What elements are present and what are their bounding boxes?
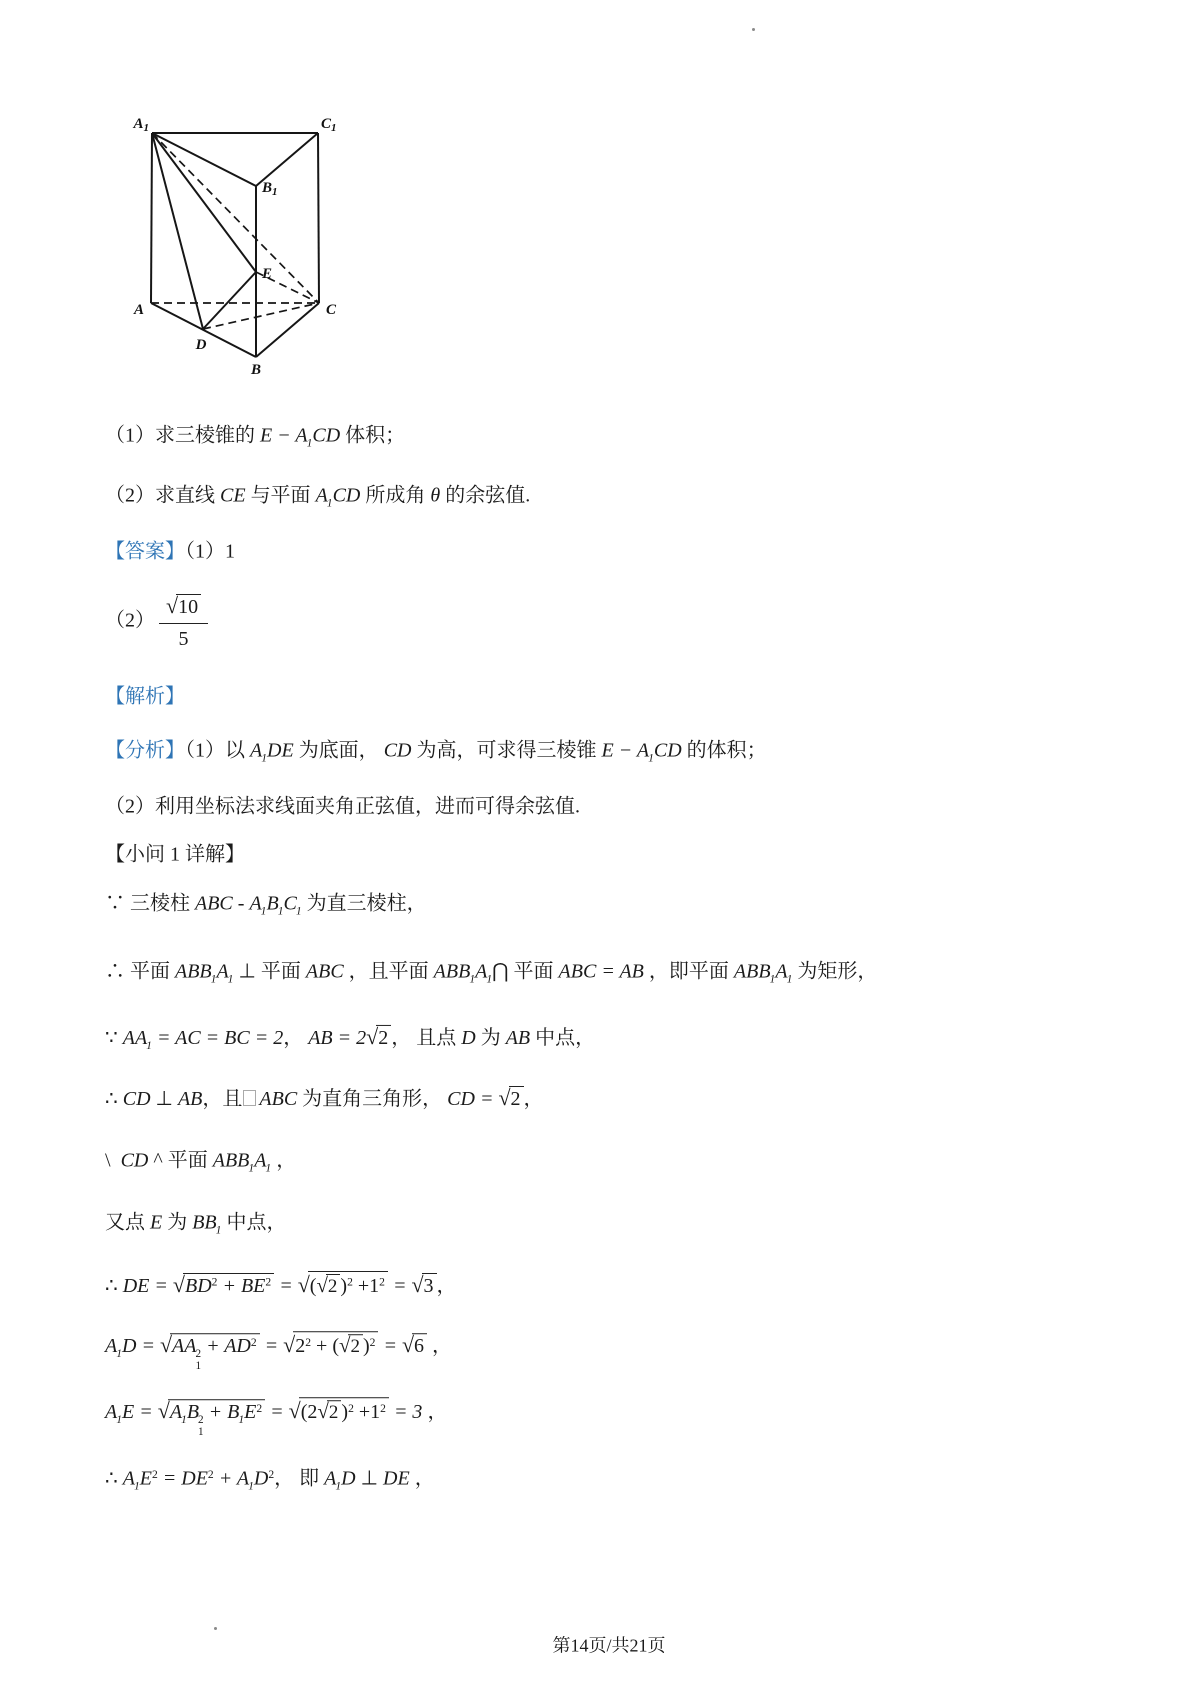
math-text: ABC = AB <box>558 960 644 983</box>
question-part2 <box>105 483 530 510</box>
step-conclusion <box>105 1466 435 1493</box>
text: 5 <box>178 628 189 650</box>
text: （2）利用坐标法求线面夹角正弦值，进而可得余弦值. <box>105 795 580 818</box>
text: 3 <box>423 1275 434 1297</box>
text: ∴ <box>105 1467 123 1490</box>
math-text: D <box>253 1467 269 1490</box>
text: 1 <box>181 1412 187 1426</box>
text: 1 <box>238 1412 245 1426</box>
text: （2）求直线 <box>105 484 215 507</box>
text: ∴ <box>105 1275 123 1297</box>
step-de <box>105 1271 457 1299</box>
step-a1d <box>105 1331 452 1373</box>
text: 1 <box>335 1479 342 1493</box>
sqrt-radical: √2 <box>316 1272 340 1299</box>
prism-figure-svg <box>115 92 355 384</box>
math-text: CD <box>122 1088 151 1110</box>
math-text: A <box>254 1149 267 1172</box>
math-text: E <box>244 1401 257 1424</box>
sqrt-radical: √(2√2 )$^2 +1^2$ <box>289 1397 389 1425</box>
text: 1 <box>215 1223 222 1237</box>
sqrt-radical: √10 <box>166 592 201 620</box>
math-text: CE <box>215 484 251 507</box>
math-text: ABC <box>195 892 233 915</box>
math-text: = <box>474 1088 499 1110</box>
text: 1 <box>210 972 217 986</box>
analysis-header <box>105 685 185 710</box>
math-text: AB <box>177 1088 203 1110</box>
text: 2 <box>151 1468 158 1482</box>
math-text: = <box>136 1335 160 1358</box>
text: ， 且点 <box>391 1026 457 1049</box>
text: 2 <box>268 1468 275 1482</box>
question-part1 <box>105 423 405 450</box>
step-given-prism <box>105 891 427 918</box>
text: 1 <box>260 904 267 918</box>
text: 2 <box>510 1088 521 1110</box>
sqrt-radical: √AA 2 1 + $AD^2$ <box>160 1331 260 1373</box>
math-text: = 2 <box>332 1026 367 1049</box>
sqrt-radical: √3 <box>411 1271 436 1299</box>
math-text: ABC <box>305 960 344 983</box>
edge-A1-B1 <box>152 133 256 186</box>
hidden-edge-D-C <box>203 303 319 329</box>
math-text: A <box>315 484 328 507</box>
math-text: AB <box>308 1026 333 1049</box>
math-text: = 3 <box>388 1401 423 1424</box>
text: 2 <box>350 1336 360 1358</box>
text: ( <box>309 1275 317 1297</box>
math-text: A <box>245 739 263 762</box>
text: 2 <box>380 1401 386 1415</box>
text: 1 <box>306 436 313 450</box>
math-text: C <box>283 892 297 915</box>
math-text: = <box>378 1335 402 1358</box>
math-text: θ <box>425 484 446 507</box>
text: ⋂ 平面 <box>492 960 559 983</box>
text: 与平面 <box>250 484 316 507</box>
math-text: = <box>149 1275 173 1297</box>
math-text: A <box>105 1335 118 1358</box>
text: ， <box>523 1088 544 1110</box>
text: 1 <box>248 1161 255 1175</box>
edge-A1-E <box>152 133 256 272</box>
text: ∵ 三棱柱 <box>105 892 195 915</box>
answer-part1 <box>105 540 235 565</box>
step-planes <box>105 959 877 986</box>
text: ∵ <box>105 1026 123 1049</box>
text: 1 <box>486 972 493 986</box>
vertex-label-C: C <box>326 302 337 318</box>
section-label: 【分析】 <box>105 739 185 762</box>
text: 2 <box>256 1401 263 1415</box>
text: 1 <box>116 1412 123 1426</box>
math-text: ABB <box>433 960 471 983</box>
math-text: = <box>134 1401 158 1424</box>
math-text: CD <box>332 484 361 507</box>
math-text: D <box>456 1026 481 1049</box>
text: （1）以 <box>185 739 245 762</box>
text: ) <box>341 1401 349 1424</box>
text: 所成角 <box>360 484 426 507</box>
math-text: AA <box>122 1026 148 1049</box>
subq1-header <box>105 843 245 868</box>
math-text: A <box>249 892 262 915</box>
text: 1 <box>326 496 333 510</box>
print-speck <box>752 28 755 31</box>
math-text: + A <box>213 1467 250 1490</box>
math-text: CD <box>312 424 341 447</box>
text: +1 <box>352 1275 380 1297</box>
text: ， <box>409 1467 435 1490</box>
edge-C1-C <box>318 133 319 303</box>
text: 2 <box>295 1335 306 1358</box>
step-cd-plane-garbled <box>105 1148 296 1175</box>
math-text: ABB <box>212 1149 250 1172</box>
text: ，且平面 <box>343 960 434 983</box>
step-point-e <box>105 1210 286 1237</box>
text: 1 <box>133 1479 140 1493</box>
sub-sup-stack: 2 1 <box>198 1414 204 1439</box>
vertex-label-B: B <box>250 362 262 378</box>
math-text: A <box>775 960 788 983</box>
text: 为 <box>167 1211 188 1234</box>
text: ，即平面 <box>643 960 734 983</box>
math-text: DE <box>122 1275 150 1297</box>
math-text: A <box>122 1467 135 1490</box>
sqrt-radical: $√A_1B$ 2 1 + $B_1E^2$ <box>158 1397 265 1439</box>
text: 2 <box>265 1275 272 1289</box>
text: 又点 <box>105 1211 145 1234</box>
text: 的体积； <box>681 739 767 762</box>
math-text: E <box>145 1211 168 1234</box>
math-text: DE <box>383 1467 410 1490</box>
edge-B1-C1 <box>256 133 318 186</box>
sqrt-radical: √2 <box>317 1398 341 1425</box>
math-text: + BE <box>217 1275 266 1297</box>
text: ⊥ <box>355 1467 384 1490</box>
text: \ <box>105 1149 121 1172</box>
math-text: A <box>319 1467 337 1490</box>
text: 1 <box>248 1479 254 1493</box>
math-text: B <box>266 892 279 915</box>
text: 1 <box>648 751 654 765</box>
math-text: BD <box>184 1275 212 1297</box>
math-text: E <box>139 1467 152 1490</box>
math-text: AA <box>172 1335 197 1358</box>
math-text: A <box>216 960 229 983</box>
math-text: ABC <box>259 1088 298 1110</box>
sqrt-radical: √6 <box>402 1331 427 1359</box>
text: 【小问 1 详解】 <box>105 843 245 866</box>
text: 2 <box>369 1335 376 1349</box>
text: 为矩形， <box>792 960 878 983</box>
math-text: = AC = BC = 2 <box>151 1026 284 1049</box>
text: 1 <box>277 904 284 918</box>
math-text: DE <box>267 739 294 762</box>
math-text: E − A <box>255 424 308 447</box>
sqrt-radical: $√2^2 + (√2$ )$^2$ <box>283 1331 378 1359</box>
text: （2） <box>105 609 155 632</box>
vertex-label-D: D <box>195 337 207 353</box>
text: ， <box>422 1401 448 1424</box>
text: ，且 <box>202 1088 243 1110</box>
text: 为底面， <box>293 739 384 762</box>
page-number-text: 第14页/共21页 <box>552 1634 666 1655</box>
edge-A1-D <box>152 133 203 329</box>
vertex-label-C1: $C_1$ <box>321 116 337 134</box>
text: 6 <box>414 1335 425 1358</box>
sqrt-radical: √2 <box>339 1332 363 1359</box>
text: (2 <box>300 1401 318 1424</box>
text: ∴ 平面 <box>105 960 175 983</box>
math-text: E <box>122 1401 135 1424</box>
vertex-label-E: E <box>262 266 273 282</box>
math-text: CD <box>447 1088 475 1110</box>
math-text: = DE <box>157 1467 208 1490</box>
text: 1 <box>769 972 776 986</box>
text: （1）求三棱锥的 <box>105 424 255 447</box>
vertex-label-A1: $A_1$ <box>133 116 149 134</box>
text: 为直角三角形， <box>297 1088 448 1110</box>
text: ∴ <box>105 1088 123 1110</box>
text: ) <box>340 1275 348 1297</box>
text: 为 <box>480 1026 501 1049</box>
math-text: ABB <box>733 960 771 983</box>
math-text: E − A <box>601 739 650 762</box>
text: 1 <box>116 1346 123 1360</box>
text: 2 <box>328 1402 339 1424</box>
math-text: ABB <box>175 960 212 983</box>
sqrt-radical: $√BD^2 + BE^2$ <box>173 1271 274 1299</box>
text: ⊥ <box>150 1088 178 1110</box>
prism-figure <box>115 92 355 384</box>
section-label: 【答案】 <box>105 540 185 563</box>
edge-D-E <box>203 272 256 329</box>
math-text: A <box>105 1401 118 1424</box>
text: 2 <box>305 1335 312 1349</box>
hidden-edge-A1-C <box>152 133 319 303</box>
missing-glyph-box <box>243 1090 256 1106</box>
answer-part2 <box>105 592 212 652</box>
text: 体积； <box>340 424 406 447</box>
text: 1 <box>261 751 268 765</box>
text: 2 <box>378 1026 389 1049</box>
text: 2 <box>207 1468 214 1482</box>
step-cd-perp <box>105 1084 544 1112</box>
text: 2 <box>379 1275 385 1289</box>
sub-sup-stack: 2 1 <box>195 1348 202 1373</box>
text: 2 <box>250 1335 257 1349</box>
math-text: B <box>186 1401 200 1424</box>
math-text: = <box>259 1335 284 1358</box>
text: 1 <box>265 1161 272 1175</box>
text: 中点， <box>535 1026 596 1049</box>
sqrt-radical: √(√2 )$^2 +1^2$ <box>298 1271 388 1299</box>
sqrt-radical: √2 <box>498 1084 523 1112</box>
text: 1 <box>469 972 476 986</box>
text: 的余弦值. <box>445 484 531 507</box>
math-text: CD <box>653 739 682 762</box>
step-a1e <box>105 1397 447 1439</box>
text: （1）1 <box>185 540 235 563</box>
math-text: D <box>341 1467 356 1490</box>
math-text: = <box>274 1275 298 1297</box>
fraction <box>159 592 208 652</box>
text: ^ 平面 <box>148 1149 213 1172</box>
math-text: = <box>265 1401 289 1424</box>
math-text: + B <box>203 1401 240 1424</box>
math-text: AB <box>500 1026 536 1049</box>
math-text: + AD <box>201 1335 251 1358</box>
print-speck <box>214 1627 217 1630</box>
math-text: = <box>387 1275 412 1297</box>
text: 2 <box>211 1275 218 1289</box>
text: 中点， <box>221 1211 287 1234</box>
vertex-label-B1: $B_1$ <box>262 180 278 198</box>
text: ， <box>436 1275 457 1297</box>
step-lengths <box>105 1023 595 1053</box>
section-label: 【解析】 <box>105 685 185 708</box>
text: ， <box>283 1026 309 1049</box>
text: 为直三棱柱， <box>301 892 427 915</box>
text: ⊥ 平面 <box>233 960 306 983</box>
text: ， 即 <box>274 1467 320 1490</box>
text: 10 <box>178 596 199 618</box>
text: +1 <box>353 1401 381 1424</box>
text: 2 <box>347 1275 353 1289</box>
text: 2 <box>348 1401 354 1415</box>
math-text: CD <box>120 1149 149 1172</box>
text: ) <box>362 1335 370 1358</box>
text: 为高，可求得三棱锥 <box>411 739 602 762</box>
math-text: CD <box>383 739 412 762</box>
vertex-label-A: A <box>133 302 144 318</box>
text: + ( <box>311 1335 339 1358</box>
math-text: BB <box>187 1211 217 1234</box>
math-text: A <box>169 1401 183 1424</box>
text: - <box>232 892 250 915</box>
sqrt-radical: √2 <box>366 1023 391 1051</box>
page-footer <box>0 1611 1200 1679</box>
edge-A1-A <box>151 133 152 303</box>
edge-B-C <box>256 303 319 357</box>
math-text: D <box>122 1335 137 1358</box>
text: 1 <box>295 904 302 918</box>
analysis-part1 <box>105 738 767 765</box>
text: 1 <box>786 972 793 986</box>
text: ， <box>427 1335 453 1358</box>
text: 2 <box>327 1276 338 1297</box>
text: ， <box>271 1149 297 1172</box>
text: 1 <box>227 972 234 986</box>
analysis-part2 <box>105 795 580 820</box>
text: 1 <box>146 1038 152 1052</box>
math-text: A <box>475 960 488 983</box>
